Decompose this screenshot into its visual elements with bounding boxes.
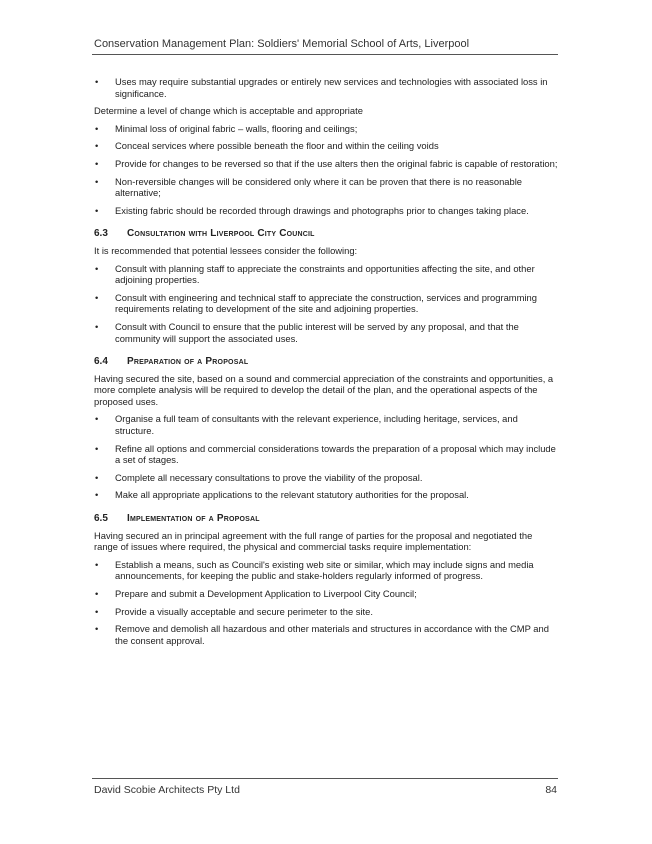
page-header: Conservation Management Plan: Soldiers' Memorial School of Arts, Liverpool <box>94 38 470 50</box>
list-item: • Prepare and submit a Development Application to Liverpool City Council; <box>95 588 417 599</box>
bullet-icon: • <box>95 262 99 274</box>
section-bullet-list <box>94 413 558 501</box>
section-heading <box>94 228 558 240</box>
bullet-icon: • <box>95 605 99 617</box>
section-bullet-list <box>94 263 558 345</box>
bullet-icon: • <box>95 413 99 425</box>
list-item: • Provide a visually acceptable and secure perimeter to the site. <box>95 605 373 617</box>
bullet-icon: • <box>95 291 99 303</box>
list-item: • Provide for changes to be reversed so that if the use alters then the original fabric is capable of restoration; <box>95 157 558 169</box>
list-item: • Conceal services where possible beneath the floor and within the ceiling voids <box>95 140 439 152</box>
section-bullet-list <box>94 559 558 647</box>
footer-rule <box>92 778 558 779</box>
page-content <box>94 76 558 652</box>
bullet-icon: • <box>95 76 99 87</box>
paragraph: Having secured the site, based on a sound and commercial appreciation of the constraints and opportunities, a more complete analysis will be required to develop the detail of the plan, and the operational aspects of the proposed uses. <box>94 372 554 407</box>
header-rule <box>92 54 558 55</box>
section-title: Preparation of a Proposal <box>127 356 249 368</box>
list-item: • Refine all options and commercial considerations towards the preparation of a proposal which may include a set of stages. <box>95 442 556 466</box>
section-heading <box>94 356 558 368</box>
bullet-icon: • <box>95 157 99 169</box>
section-heading <box>94 513 558 525</box>
list-item: • Consult with Council to ensure that the public interest will be served by any proposal, and that the community will support the associated uses. <box>95 320 519 344</box>
bullet-icon: • <box>95 122 99 134</box>
section-title: Implementation of a Proposal <box>127 513 260 525</box>
footer-company: David Scobie Architects Pty Ltd <box>94 784 240 796</box>
list-item: • Organise a full team of consultants with the relevant experience, including heritage, services, and structure. <box>95 413 518 437</box>
change-bullet-list <box>94 123 558 217</box>
bullet-icon: • <box>95 489 99 501</box>
bullet-icon: • <box>95 471 99 483</box>
section-number: 6.4 <box>94 356 108 368</box>
list-item: • Consult with planning staff to appreciate the constraints and opportunities affecting the site, and other adjoining properties. <box>95 262 535 286</box>
list-item: • Existing fabric should be recorded through drawings and photographs prior to changes taking place. <box>95 204 529 216</box>
list-item: • Establish a means, such as Council's existing web site or similar, which may include signs and media announcements, for keeping the public and stake-holders regularly informed of progress. <box>95 558 534 582</box>
list-item: • Non-reversible changes will be considered only where it can be proven that there is no reasonable alternative; <box>95 175 523 199</box>
bullet-icon: • <box>95 558 99 570</box>
bullet-icon: • <box>95 623 99 635</box>
bullet-icon: • <box>95 442 99 454</box>
list-item: • Minimal loss of original fabric – walls, flooring and ceilings; <box>95 122 358 134</box>
list-item: • Remove and demolish all hazardous and other materials and structures in accordance with the CMP and the consent approval. <box>95 623 549 646</box>
section-number: 6.5 <box>94 513 108 525</box>
paragraph: It is recommended that potential lessees consider the following: <box>94 244 358 256</box>
list-item: • Uses may require substantial upgrades or entirely new services and technologies with associated loss in significance. <box>95 76 548 99</box>
list-item: • Consult with engineering and technical staff to appreciate the construction, services and programming requirements relating to development of the site and adjoining properties. <box>95 291 537 315</box>
list-item: • Make all appropriate applications to the relevant statutory authorities for the proposal. <box>95 489 469 501</box>
section-title: Consultation with Liverpool City Council <box>127 228 315 240</box>
section-number: 6.3 <box>94 228 108 240</box>
bullet-icon: • <box>95 140 99 152</box>
paragraph: Having secured an in principal agreement with the full range of parties for the proposal and negotiated the range of issues where required, the physical and commercial tasks require implementation: <box>94 529 533 553</box>
paragraph: Determine a level of change which is acceptable and appropriate <box>94 105 363 117</box>
page-number: 84 <box>545 784 557 796</box>
bullet-icon: • <box>95 588 99 599</box>
bullet-icon: • <box>95 175 99 187</box>
list-item: • Complete all necessary consultations to prove the viability of the proposal. <box>95 471 423 483</box>
intro-bullet-list <box>94 76 558 99</box>
bullet-icon: • <box>95 320 99 332</box>
bullet-icon: • <box>95 204 99 216</box>
